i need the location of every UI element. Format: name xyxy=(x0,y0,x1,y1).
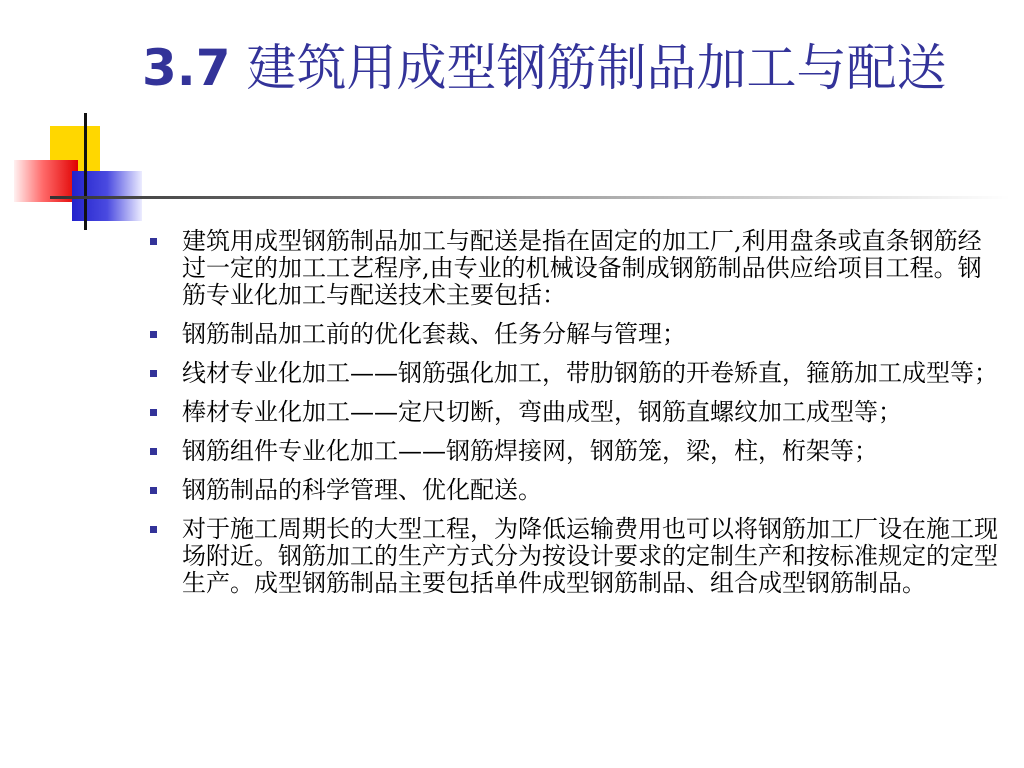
bullet-list xyxy=(150,228,1000,609)
list-item xyxy=(150,516,1000,597)
slide-title xyxy=(142,36,982,100)
bullet-text: 钢筋制品的科学管理、优化配送。 xyxy=(182,476,542,504)
square-bullet-icon xyxy=(150,526,157,533)
bullet-text: 钢筋组件专业化加工——钢筋焊接网，钢筋笼，梁，柱，桁架等； xyxy=(182,437,878,465)
list-item xyxy=(150,399,1000,426)
bullet-text: 钢筋制品加工前的优化套裁、任务分解与管理； xyxy=(182,320,686,348)
square-bullet-icon xyxy=(150,487,157,494)
square-bullet-icon xyxy=(150,409,157,416)
bullet-text: 棒材专业化加工——定尺切断，弯曲成型，钢筋直螺纹加工成型等； xyxy=(182,398,902,426)
square-bullet-icon xyxy=(150,448,157,455)
list-item xyxy=(150,477,1000,504)
list-item xyxy=(150,438,1000,465)
bullet-text: 线材专业化加工——钢筋强化加工，带肋钢筋的开卷矫直，箍筋加工成型等； xyxy=(182,359,998,387)
bullet-text: 建筑用成型钢筋制品加工与配送是指在固定的加工厂,利用盘条或直条钢筋经过一定的加工工艺程序,由专业的机械设备制成钢筋制品供应给项目工程。钢筋专业化加工与配送技术主要包括： xyxy=(182,227,982,309)
bullet-text: 对于施工周期长的大型工程，为降低运输费用也可以将钢筋加工厂设在施工现场附近。钢筋加工的生产方式分为按设计要求的定制生产和按标准规定的定型生产。成型钢筋制品主要包括单件成型钢筋制品、组合成型钢筋制品。 xyxy=(182,515,998,597)
square-bullet-icon xyxy=(150,370,157,377)
title-underline xyxy=(50,196,1010,199)
square-bullet-icon xyxy=(150,238,157,245)
title-text: 建筑用成型钢筋制品加工与配送 xyxy=(246,39,947,97)
square-bullet-icon xyxy=(150,331,157,338)
title-number: 3.7 xyxy=(142,39,231,97)
list-item xyxy=(150,321,1000,348)
decor-vertical-line xyxy=(84,113,87,230)
list-item xyxy=(150,228,1000,309)
list-item xyxy=(150,360,1000,387)
